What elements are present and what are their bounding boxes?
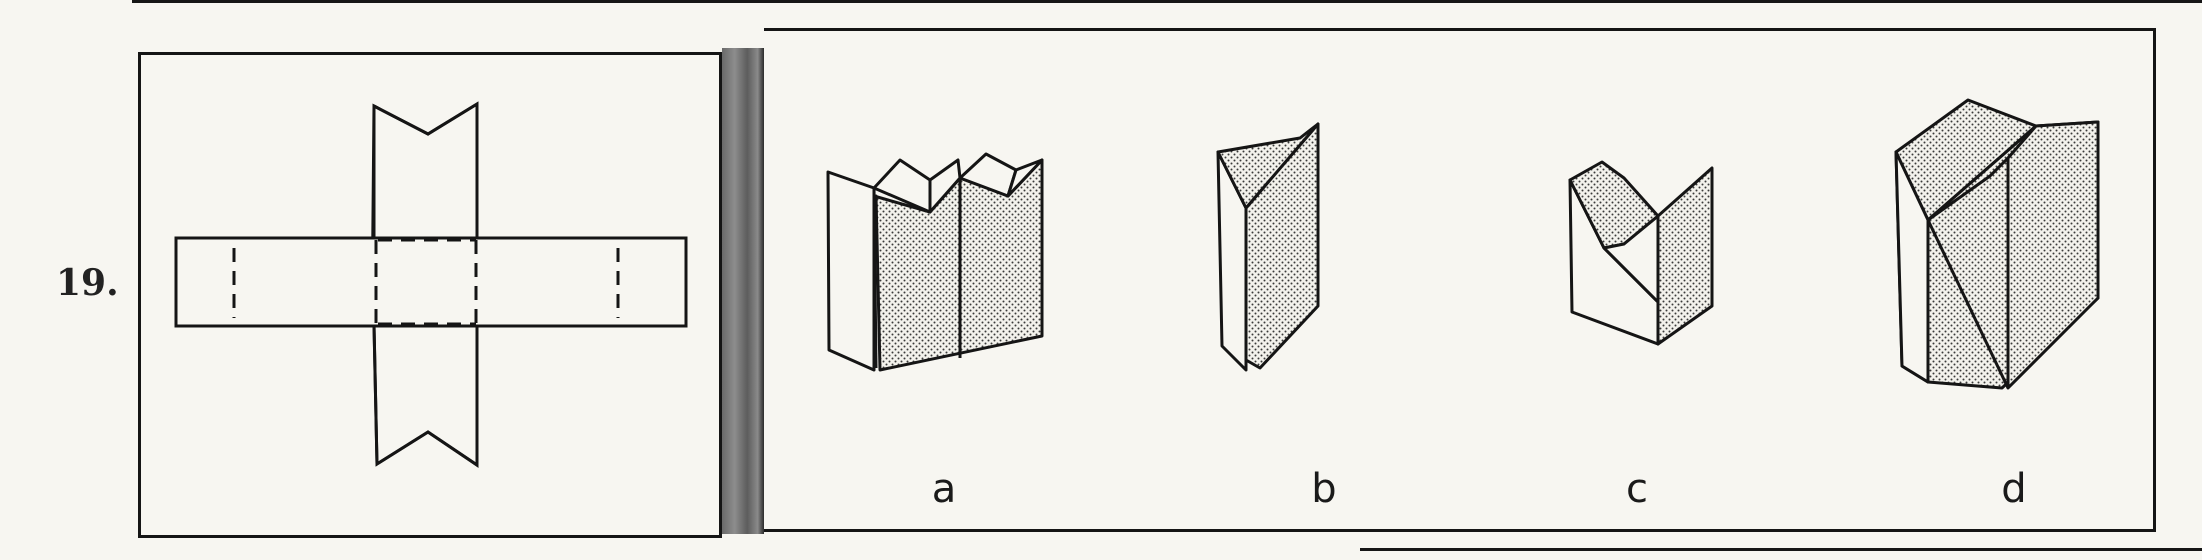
question-number: 19. [56,262,119,304]
unfolded-net-figure [176,104,686,465]
option-c-label[interactable]: c [1626,466,1648,512]
option-c-figure[interactable] [1570,162,1712,344]
option-a-label[interactable]: a [931,466,957,512]
option-a-figure[interactable] [828,154,1042,370]
option-d-label[interactable]: d [2001,466,2027,512]
net-horizontal-strip [176,238,686,326]
option-d-figure[interactable] [1896,100,2098,388]
option-b-figure[interactable] [1218,124,1318,370]
option-b-label[interactable]: b [1311,466,1337,512]
